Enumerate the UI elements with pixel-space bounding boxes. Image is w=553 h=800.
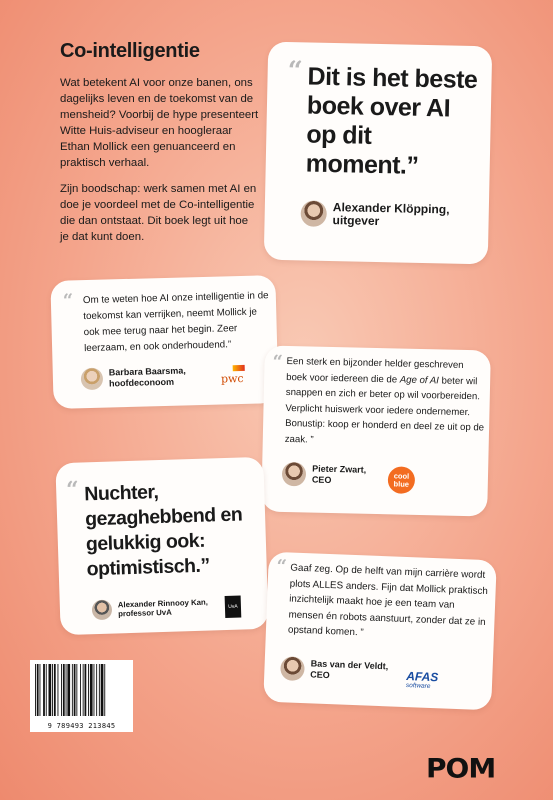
quote-card-zwart	[261, 345, 491, 516]
pwc-logo-icon: pwc	[221, 372, 244, 386]
quote-mark-icon: “	[287, 56, 303, 87]
quote-text: Gaaf zeg. Op de helft van mijn carrière wordt plots ALLES anders. Fijn dat Mollick praktisch inzichtelijk maakt hoe je een team van mensen én robots aanstuurt, zonder dat ze in opstand komen. ”	[287, 562, 489, 639]
avatar	[81, 368, 104, 391]
quote-card-van-der-veldt	[263, 552, 497, 711]
quote-text: Dit is het beste boek over AI op dit moment.”	[305, 62, 478, 180]
quote-mark-icon: “	[65, 476, 80, 503]
quote-text: Een sterk en bijzonder helder geschreven boek voor iedereen die de Age of AI beter wil snappen en zich er beter op wil voorbereiden. Verplicht huiswerk voor iedere ondernemer. Bonustip: koop er honderd en deel ze uit op de zaak. ”	[284, 355, 485, 446]
avatar	[300, 200, 327, 227]
quote-mark-icon: “	[275, 555, 288, 578]
barcode-bars-icon	[34, 664, 129, 716]
publisher-logo: POM	[426, 752, 496, 785]
intro-block	[60, 40, 260, 255]
quote-card-rinnooy-kan	[55, 457, 268, 635]
quote-author	[280, 656, 389, 684]
quote-mark-icon: “	[272, 351, 284, 373]
quote-card-klopping	[264, 42, 493, 265]
uva-logo-icon: UvA	[225, 596, 242, 618]
quote-author	[282, 462, 373, 488]
intro-paragraph-2: Zijn boodschap: werk samen met AI en doe je voordeel met de Co-intelligentie die dan ontstaat. Dit boek legt uit hoe je dat kunt doen.	[60, 183, 257, 243]
author-name: Alexander Rinnooy Kan, professor UvA	[117, 597, 209, 619]
quote-mark-icon: “	[62, 290, 74, 312]
quote-author	[92, 596, 231, 620]
avatar	[280, 656, 305, 681]
author-name: Bas van der Veldt, CEO	[310, 658, 389, 681]
quote-text: Om te weten hoe AI onze intelligentie in de toekomst kan verrijken, neemt Mollick je ook mee terug naar het begin. Zeer leerzaam, en ook onderhoudend.”	[82, 290, 269, 355]
intro-paragraph-1: Wat betekent AI voor onze banen, ons dagelijks leven en de toekomst van de mensheid? Voorbij de hype presenteert Witte Huis-adviseur en hoogleraar Ethan Mollick een genuanceerd en praktisch verhaal.	[60, 77, 259, 169]
barcode-digits: 9 789493 213845	[47, 722, 116, 730]
author-name: Alexander Klöpping, uitgever	[332, 200, 450, 229]
coolblue-logo-icon: cool blue	[388, 466, 416, 494]
barcode	[30, 660, 133, 732]
author-name: Pieter Zwart, CEO	[311, 463, 367, 485]
avatar	[92, 600, 113, 621]
avatar	[282, 462, 307, 487]
quote-author	[300, 200, 453, 229]
quote-author	[81, 365, 200, 390]
book-title: Co-intelligentie	[60, 40, 200, 62]
author-name: Barbara Baarsma, hoofdeconoom	[108, 365, 186, 389]
quote-card-baarsma	[50, 275, 278, 409]
afas-logo-icon: AFAS software	[405, 669, 439, 690]
quote-text: Nuchter, gezaghebbend en gelukkig ook: optimistisch.”	[83, 481, 243, 581]
